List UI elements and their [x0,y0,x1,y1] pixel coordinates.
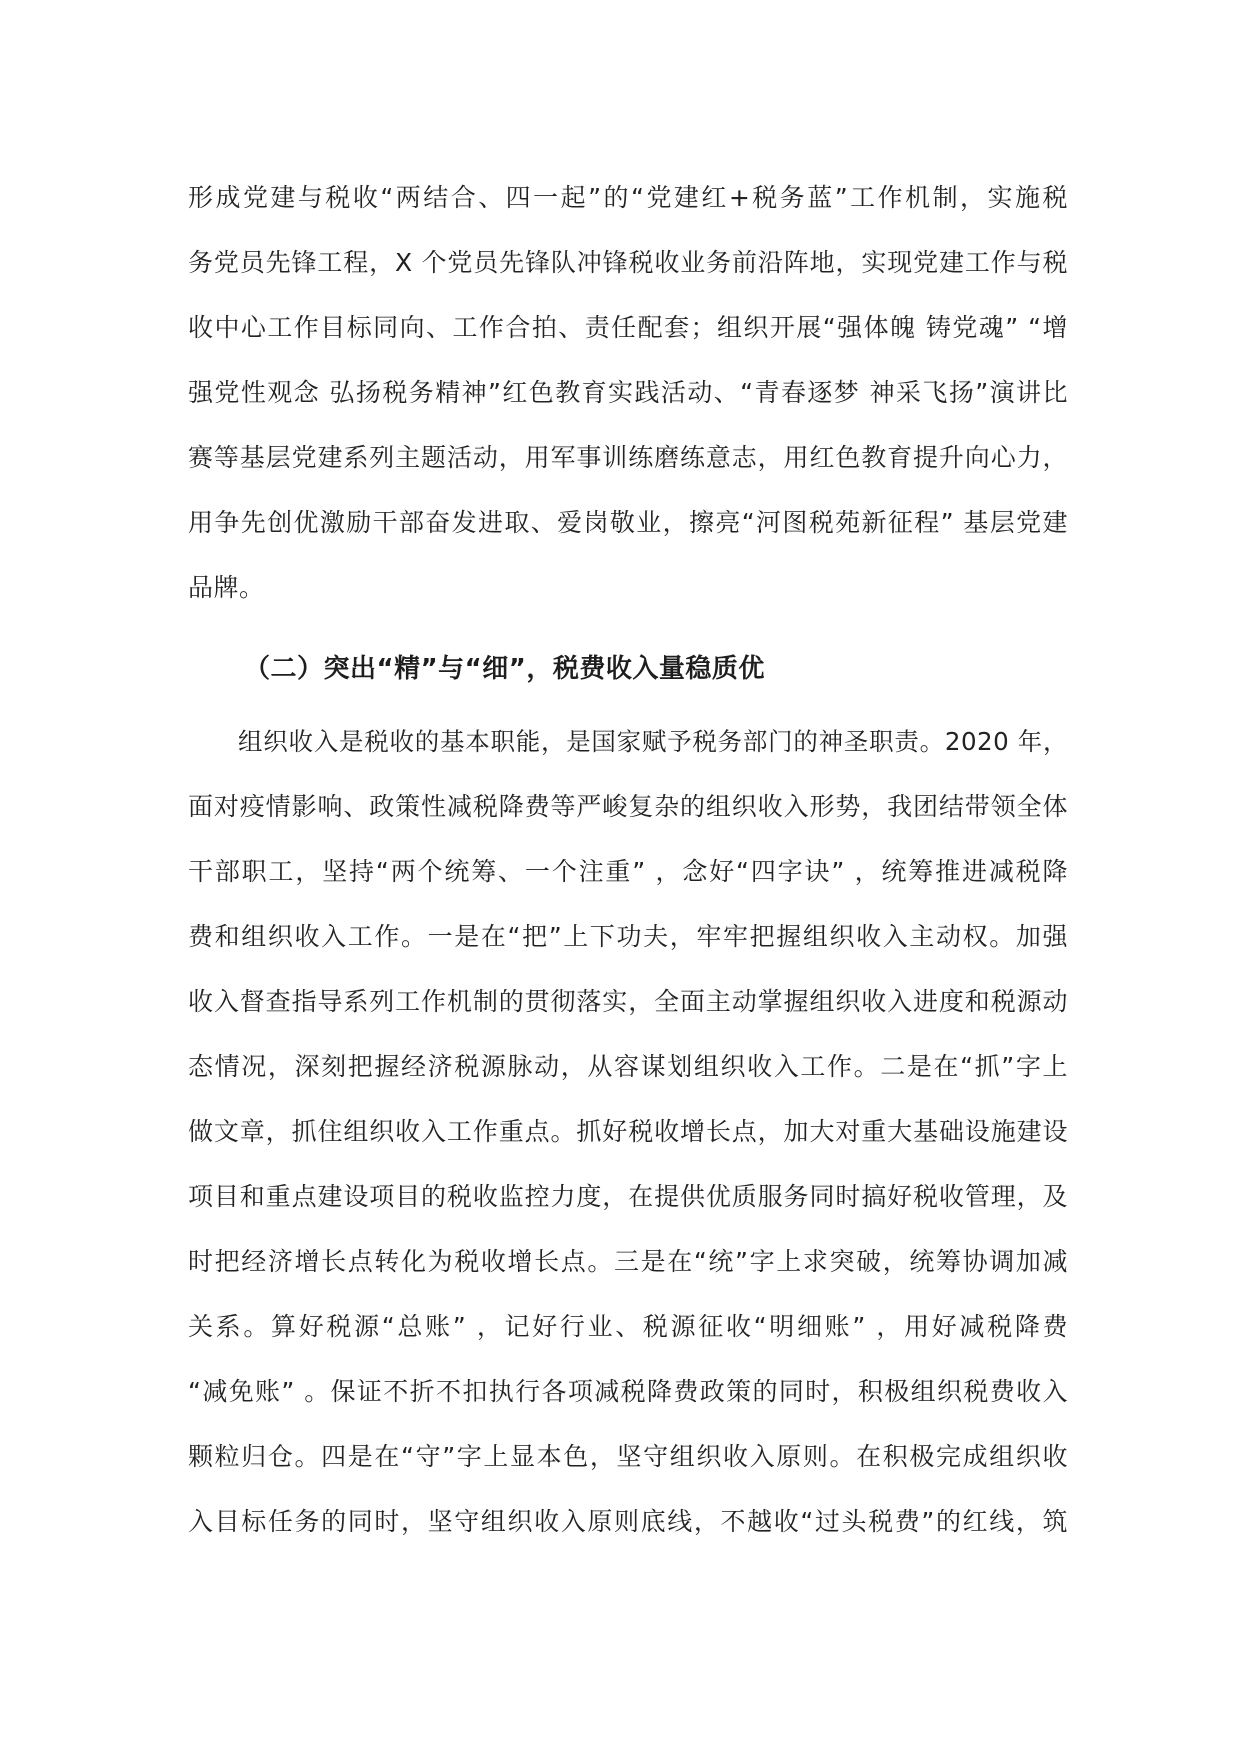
paragraph-line: 务党员先锋工程，X 个党员先锋队冲锋税收业务前沿阵地，实现党建工作与税 [188,248,1068,277]
paragraph-line: 收中心工作目标同向、工作合拍、责任配套；组织开展“强体魄 铸党魂” “增 [188,313,1068,342]
paragraph-line: 干部职工，坚持“两个统筹、一个注重” ，念好“四字诀” ，统筹推进减税降 [188,857,1068,886]
paragraph-line: 颗粒归仓。四是在“守”字上显本色，坚守组织收入原则。在积极完成组织收 [188,1442,1068,1471]
paragraph-line: 强党性观念 弘扬税务精神”红色教育实践活动、“青春逐梦 神采飞扬”演讲比 [188,378,1068,407]
paragraph-line: 收入督查指导系列工作机制的贯彻落实，全面主动掌握组织收入进度和税源动 [188,987,1068,1016]
paragraph-line: 费和组织收入工作。一是在“把”上下功夫，牢牢把握组织收入主动权。加强 [188,922,1068,951]
paragraph-line: 做文章，抓住组织收入工作重点。抓好税收增长点，加大对重大基础设施建设 [188,1117,1068,1146]
paragraph-line: 形成党建与税收“两结合、四一起”的“党建红+税务蓝”工作机制，实施税 [188,183,1068,212]
paragraph-line: 态情况，深刻把握经济税源脉动，从容谋划组织收入工作。二是在“抓”字上 [188,1052,1068,1081]
section-heading: （二）突出“精”与“细”，税费收入量稳质优 [244,654,765,684]
paragraph-line: 品牌。 [188,573,265,602]
paragraph-line: 用争先创优激励干部奋发进取、爱岗敬业，擦亮“河图税苑新征程” 基层党建 [188,508,1068,537]
paragraph-line: “减免账” 。保证不折不扣执行各项减税降费政策的同时，积极组织税费收入 [188,1377,1068,1406]
paragraph-line: 项目和重点建设项目的税收监控力度，在提供优质服务同时搞好税收管理，及 [188,1182,1068,1211]
paragraph-line: 时把经济增长点转化为税收增长点。三是在“统”字上求突破，统筹协调加减 [188,1247,1068,1276]
paragraph-line: 入目标任务的同时，坚守组织收入原则底线，不越收“过头税费”的红线，筑 [188,1507,1068,1536]
paragraph-line: 组织收入是税收的基本职能，是国家赋予税务部门的神圣职责。2020 年， [238,727,1068,756]
paragraph-line: 面对疫情影响、政策性减税降费等严峻复杂的组织收入形势，我团结带领全体 [188,792,1068,821]
paragraph-line: 关系。算好税源“总账” ，记好行业、税源征收“明细账” ，用好减税降费 [188,1312,1068,1341]
paragraph-line: 赛等基层党建系列主题活动，用军事训练磨练意志，用红色教育提升向心力， [188,443,1068,472]
